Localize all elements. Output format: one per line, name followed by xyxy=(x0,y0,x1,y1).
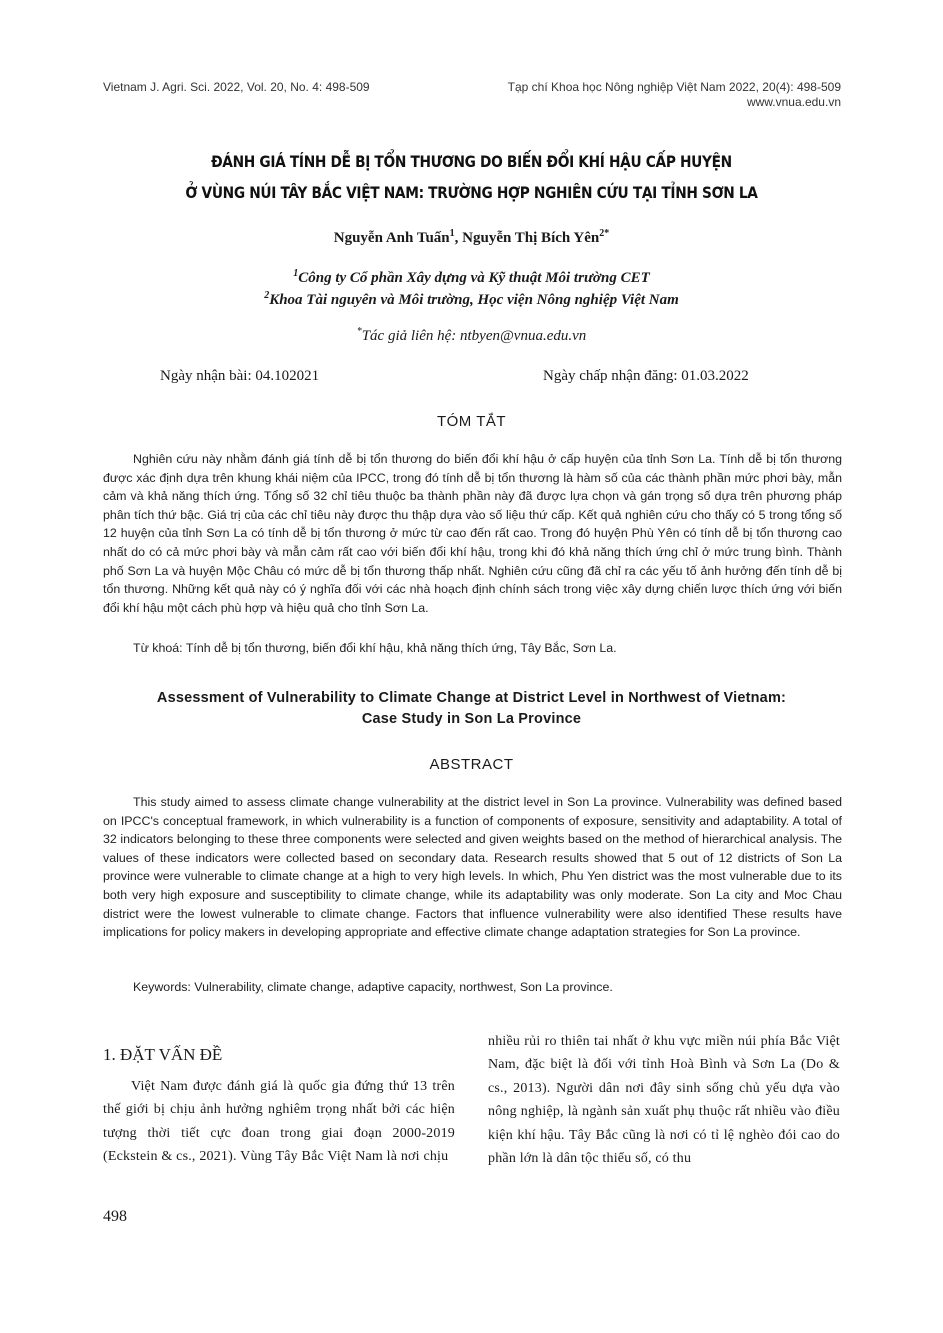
author-separator: , xyxy=(454,230,463,246)
date-received: Ngày nhận bài: 04.102021 xyxy=(160,368,320,384)
affiliation-1 xyxy=(0,268,943,287)
journal-website[interactable]: www.vnua.edu.vn xyxy=(746,95,841,109)
affiliation-mark: 1 xyxy=(293,268,299,279)
author-affiliation-mark: 2* xyxy=(599,228,610,239)
date-accepted: Ngày chấp nhận đăng: 01.03.2022 xyxy=(543,368,749,384)
article-title-line2: Ở VÙNG NÚI TÂY BẮC VIỆT NAM: TRƯỜNG HỢP NGHIÊN CỨU TẠI TỈNH SƠN LA xyxy=(185,183,758,202)
english-title-line2: Case Study in Son La Province xyxy=(361,711,582,727)
affiliation-text: Khoa Tài nguyên và Môi trường, Học viện Nông nghiệp Việt Nam xyxy=(269,292,679,308)
journal-header-right-line1: Tạp chí Khoa học Nông nghiệp Việt Nam 2022, 20(4): 498-509 xyxy=(507,80,841,94)
english-title xyxy=(0,688,943,730)
corresponding-mark: * xyxy=(356,326,362,337)
journal-header-right xyxy=(508,80,841,110)
body-column-right: nhiều rủi ro thiên tai nhất ở khu vực miền núi phía Bắc Việt Nam, đặc biệt là đối với tỉnh Hoà Bình và Sơn La (Do & cs., 2013). Người dân nơi đây sinh sống chủ yếu dựa vào nông nghiệp, là ngành sản xuất phụ thuộc rất nhiều vào điều kiện khí hậu. Tây Bắc cũng là nơi có tỉ lệ nghèo đói cao do phần lớn là dân tộc thiểu số, có thu xyxy=(488,1034,840,1167)
abstract-heading: ABSTRACT xyxy=(429,756,514,773)
author-list xyxy=(0,228,943,247)
tomtat-heading: TÓM TẮT xyxy=(436,413,507,430)
author-name: Nguyễn Thị Bích Yên xyxy=(462,230,600,246)
section-heading: 1. ĐẶT VẤN ĐỀ xyxy=(103,1045,223,1064)
body-column-left: Việt Nam được đánh giá là quốc gia đứng thứ 13 trên thế giới bị chịu ảnh hưởng nghiêm trọng nhất bởi các hiện tượng thời tiết cực đoan trong giai đoạn 2000-2019 (Eckstein & cs., 2021). Vùng Tây Bắc Việt Nam là nơi chịu xyxy=(103,1079,455,1165)
abstract-body: This study aimed to assess climate change vulnerability at the district level in Son La province. Vulnerability was defined based on IPCC's conceptual framework, in which vulnerability is a function of components of exposure, sensitivity and adaptability. A total of 32 indicators belonging to these three components were selected and given weights based on the method of hierarchical analysis. The values of these indicators were collected based on secondary data. Research results showed that 5 out of 12 districts of Son La province were vulnerable to climate change at a high to very high levels. In which, Phu Yen district was the most vulnerable due to its both very high exposure and susceptibility to climate change, while its adaptability was only moderate. Son La city and Moc Chau district were the lowest vulnerable to climate change. Factors that influence vulnerability were also identified These results have implications for policy makers in developing appropriate and effective climate change adaptation strategies for Son La province. xyxy=(103,795,842,940)
affiliation-text: Công ty Cổ phần Xây dựng và Kỹ thuật Môi trường CET xyxy=(298,270,650,286)
article-title-line1: ĐÁNH GIÁ TÍNH DỄ BỊ TỔN THƯƠNG DO BIẾN ĐỔI KHÍ HẬU CẤP HUYỆN xyxy=(211,152,732,171)
corresponding-email[interactable]: Tác giả liên hệ: ntbyen@vnua.edu.vn xyxy=(361,328,587,344)
corresponding-author xyxy=(0,326,943,345)
page-number: 498 xyxy=(103,1208,127,1225)
affiliation-2 xyxy=(0,290,943,309)
author-affiliation-mark: 1 xyxy=(449,228,455,239)
journal-header-left: Vietnam J. Agri. Sci. 2022, Vol. 20, No. 4: 498-509 xyxy=(103,80,370,94)
english-title-line1: Assessment of Vulnerability to Climate Change at District Level in Northwest of Vietnam: xyxy=(156,690,787,706)
tomtat-keywords: Từ khoá: Tính dễ bị tổn thương, biến đổi khí hậu, khả năng thích ứng, Tây Bắc, Sơn La. xyxy=(133,641,617,655)
abstract-keywords: Keywords: Vulnerability, climate change, adaptive capacity, northwest, Son La province. xyxy=(133,980,613,994)
tomtat-body: Nghiên cứu này nhằm đánh giá tính dễ bị tổn thương do biến đổi khí hậu ở cấp huyện của tỉnh Sơn La. Tính dễ bị tổn thương được xác định dựa trên khung khái niệm của IPCC, trong đó tính dễ bị tổn thương là hàm số của các thành phần mức phơi bày, mẫn cảm và khả năng thích ứng. Tổng số 32 chỉ tiêu thuộc ba thành phần này đã được lựa chọn và gán trọng số dựa trên phương pháp phân tích thứ bậc. Giá trị của các chỉ tiêu này được thu thập dựa vào số liệu thứ cấp. Kết quả nghiên cứu cho thấy có 5 trong tổng số 12 huyện của tỉnh Sơn La có tính dễ bị tổn thương ở mức từ cao đến rất cao. Trong đó huyện Phù Yên có tính dễ bị tổn thương cao nhất do có cả mức phơi bày và mẫn cảm rất cao với biến đổi khí hậu, trong khi đó khả năng thích ứng chỉ ở mức trung bình. Thành phố Sơn La và huyện Mộc Châu có mức dễ bị tổn thương thấp nhất. Nghiên cứu cũng đã chỉ ra các yếu tố ảnh hưởng đến tính dễ bị tổn thương. Những kết quả này có ý nghĩa đối với các nhà hoạch định chính sách trong việc xây dựng chiến lược thích ứng với biến đổi khí hậu một cách phù hợp và hiệu quả cho tỉnh Sơn La. xyxy=(103,452,842,615)
author-name: Nguyễn Anh Tuấn xyxy=(333,230,450,246)
affiliation-mark: 2 xyxy=(264,290,270,301)
